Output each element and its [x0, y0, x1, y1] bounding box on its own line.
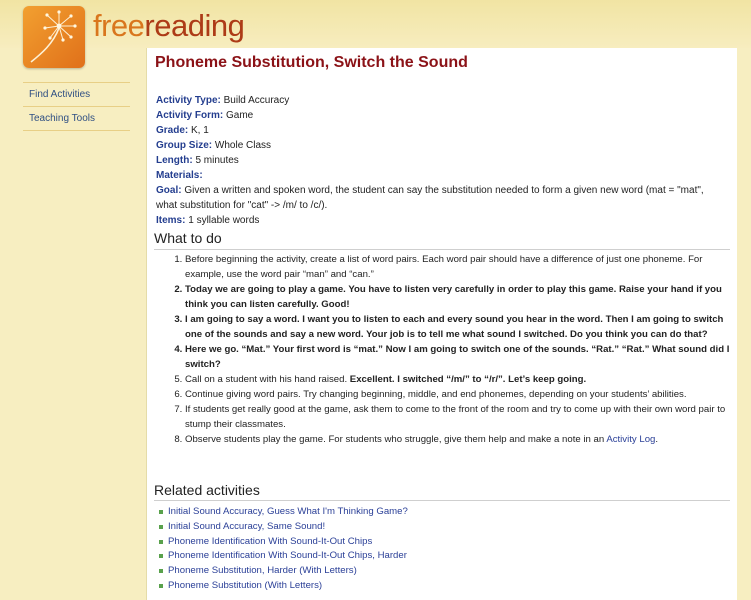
sidebar-item-teaching-tools[interactable]: Teaching Tools	[23, 106, 130, 131]
step-item: 8. Observe students play the game. For students who struggle, give them help and make a note in an Activity Log.	[185, 432, 737, 447]
list-item	[168, 564, 728, 579]
dandelion-logo-icon[interactable]	[23, 6, 85, 68]
list-item	[168, 579, 728, 594]
detail-length: Length: 5 minutes	[156, 155, 239, 166]
related-link[interactable]: Phoneme Identification With Sound-It-Out Chips	[168, 535, 373, 547]
related-list	[157, 505, 728, 594]
bullet-icon	[159, 540, 163, 544]
related-link[interactable]: Initial Sound Accuracy, Guess What I'm Thinking Game?	[168, 506, 408, 517]
detail-activity-type: Activity Type: Build Accuracy	[156, 95, 290, 106]
site-logo-text[interactable]	[93, 6, 244, 46]
brand-free: free	[93, 8, 145, 43]
activity-log-link[interactable]: Activity Log	[606, 434, 656, 445]
list-item	[168, 520, 728, 535]
activity-details	[156, 93, 726, 228]
step-item: 4. Here we go. “Mat.” Your first word is “mat.” Now I am going to switch one of the sounds. “Rat.” “Rat.” What sound did I switch?	[185, 342, 737, 372]
bullet-icon	[159, 554, 163, 558]
sidebar-item-find-activities[interactable]: Find Activities	[23, 82, 130, 106]
list-item	[168, 505, 728, 520]
sidebar	[23, 82, 130, 131]
bullet-icon	[159, 525, 163, 529]
detail-group-size: Group Size: Whole Class	[156, 140, 272, 151]
bullet-icon	[159, 569, 163, 573]
page-title: Phoneme Substitution, Switch the Sound	[155, 54, 468, 71]
brand-reading: reading	[144, 8, 245, 43]
bullet-icon	[159, 510, 163, 514]
related-link[interactable]: Initial Sound Accuracy, Same Sound!	[168, 520, 326, 532]
related-activities-heading: Related activities	[154, 482, 260, 498]
divider	[154, 249, 730, 250]
detail-activity-form: Activity Form: Game	[156, 110, 254, 121]
step-item: 1. Before beginning the activity, create a list of word pairs. Each word pair should have a difference of just one phoneme. For example, use the word pair “man” and “can.”	[185, 252, 737, 282]
detail-grade: Grade: K, 1	[156, 125, 209, 136]
main-content	[146, 48, 737, 600]
detail-goal: Goal: Given a written and spoken word, the student can say the substitution needed to form a given new word (mat = "mat", what substitution for "cat" -> /m/ to /c/).	[156, 185, 704, 211]
divider	[154, 500, 730, 501]
list-item	[168, 549, 728, 564]
step-item: 6. Continue giving word pairs. Try changing beginning, middle, and end phonemes, depending on your students’ abilities.	[185, 387, 737, 402]
related-link[interactable]: Phoneme Identification With Sound-It-Out Chips, Harder	[168, 550, 407, 562]
what-to-do-heading: What to do	[154, 230, 222, 246]
related-link[interactable]: Phoneme Substitution (With Letters)	[168, 579, 323, 591]
list-item	[168, 535, 728, 550]
bullet-icon	[159, 584, 163, 588]
step-item: 7. If students get really good at the game, ask them to come to the front of the room and try to come up with their own word pair to stump their classmates.	[185, 402, 737, 432]
steps-list	[167, 252, 737, 447]
related-link[interactable]: Phoneme Substitution, Harder (With Letters)	[168, 565, 357, 577]
detail-materials: Materials:	[156, 170, 203, 181]
step-item: 5. Call on a student with his hand raised. Excellent. I switched “/m/” to “/r/”. Let’s keep going.	[185, 372, 737, 387]
step-item: 2. Today we are going to play a game. You have to listen very carefully in order to play this game. Raise your hand if you think you can listen carefully. Good!	[185, 282, 737, 312]
step-item: 3. I am going to say a word. I want you to listen to each and every sound you hear in the word. Then I am going to switch one of the sounds and say a new word. Your job is to tell me what sound I switched. Do you think you can do that?	[185, 312, 737, 342]
detail-items: Items: 1 syllable words	[156, 215, 260, 226]
